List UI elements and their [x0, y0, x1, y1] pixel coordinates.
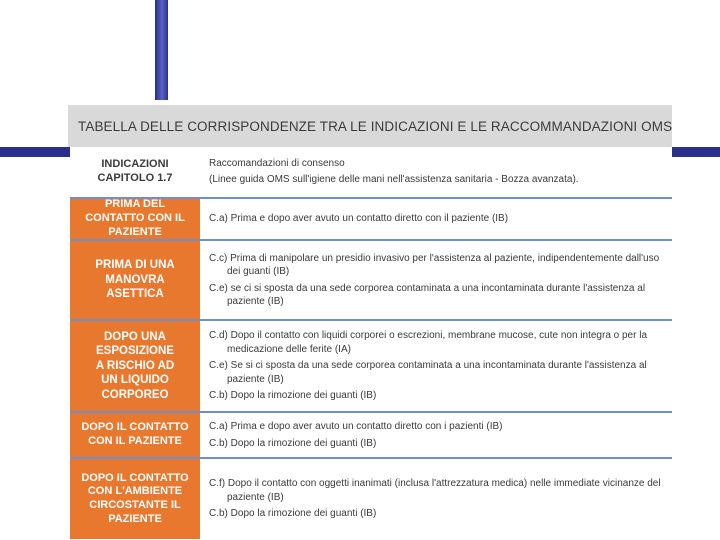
decorative-vertical-bar	[155, 0, 168, 100]
recommendation: C.e) Se si ci sposta da una sede corporea contaminata a una incontaminata durante l'assistenza al paziente (IB)	[209, 360, 647, 385]
recommendations-cell	[200, 413, 672, 457]
indication-cell	[70, 199, 200, 239]
indication-cell	[70, 413, 200, 457]
recommendation: C.b) Dopo la rimozione dei guanti (IB)	[209, 508, 377, 520]
recommendation: C.c) Prima di manipolare un presidio invasivo per l'assistenza al paziente, indipendentemente dall'uso dei guanti (IB)	[209, 252, 660, 277]
indication-cell	[70, 241, 200, 319]
header-recommendations-title: Raccomandazioni di consenso	[209, 157, 345, 169]
table-row	[70, 199, 672, 241]
table-title: TABELLA DELLE CORRISPONDENZE TRA LE INDICAZIONI E LE RACCOMMANDAZIONI OMS	[78, 118, 673, 134]
indication-cell	[70, 321, 200, 411]
indication-label: PRIMA DI UNA MANOVRA ASETTICA	[95, 259, 175, 301]
indication-label: DOPO UNA ESPOSIZIONE A RISCHIO AD UN LIQUIDO CORPOREO	[95, 331, 175, 401]
indication-label: DOPO IL CONTATTO CON L'AMBIENTE CIRCOSTANTE IL PAZIENTE	[81, 471, 189, 525]
recommendation: C.b) Dopo la rimozione dei guanti (IB)	[209, 437, 377, 449]
table-row	[70, 413, 672, 459]
indication-label: PRIMA DEL CONTATTO CON IL PAZIENTE	[85, 198, 185, 238]
table-row	[70, 321, 672, 413]
indication-cell	[70, 459, 200, 539]
header-indications-cell	[70, 147, 200, 197]
recommendation: C.a) Prima e dopo aver avuto un contatto diretto con i pazienti (IB)	[209, 421, 503, 432]
recommendations-cell	[200, 459, 672, 539]
recommendation: C.f) Dopo il contatto con oggetti inanimati (inclusa l'attrezzatura medica) nelle immediate vicinanze del paziente (IB)	[209, 478, 661, 503]
indication-label: DOPO IL CONTATTO CON IL PAZIENTE	[81, 421, 189, 447]
table-row	[70, 459, 672, 539]
recommendations-cell	[200, 241, 672, 319]
table-title-strip	[68, 105, 672, 147]
recommendation: C.e) se ci si sposta da una sede corporea contaminata a una incontaminata durante l'assistenza al paziente (IB)	[209, 282, 646, 307]
decorative-horizontal-bar-right	[672, 147, 720, 157]
recommendation: C.a) Prima e dopo aver avuto un contatto diretto con il paziente (IB)	[209, 213, 509, 225]
recommendation: C.b) Dopo la rimozione dei guanti (IB)	[209, 390, 377, 402]
header-recommendations-cell	[200, 147, 672, 197]
correspondence-table	[70, 147, 672, 539]
table-header-row	[70, 147, 672, 199]
table-row	[70, 241, 672, 321]
recommendation: C.d) Dopo il contatto con liquidi corporei o escrezioni, membrane mucose, cute non integra o per la medicazione delle ferite (IA)	[209, 330, 648, 355]
recommendations-cell	[200, 199, 672, 239]
recommendations-cell	[200, 321, 672, 411]
header-indications-label: INDICAZIONI CAPITOLO 1.7	[97, 158, 173, 184]
decorative-horizontal-bar-left	[0, 147, 70, 157]
header-recommendations-source: (Linee guida OMS sull'igiene delle mani nell'assistenza sanitaria - Bozza avanzata).	[209, 174, 579, 185]
